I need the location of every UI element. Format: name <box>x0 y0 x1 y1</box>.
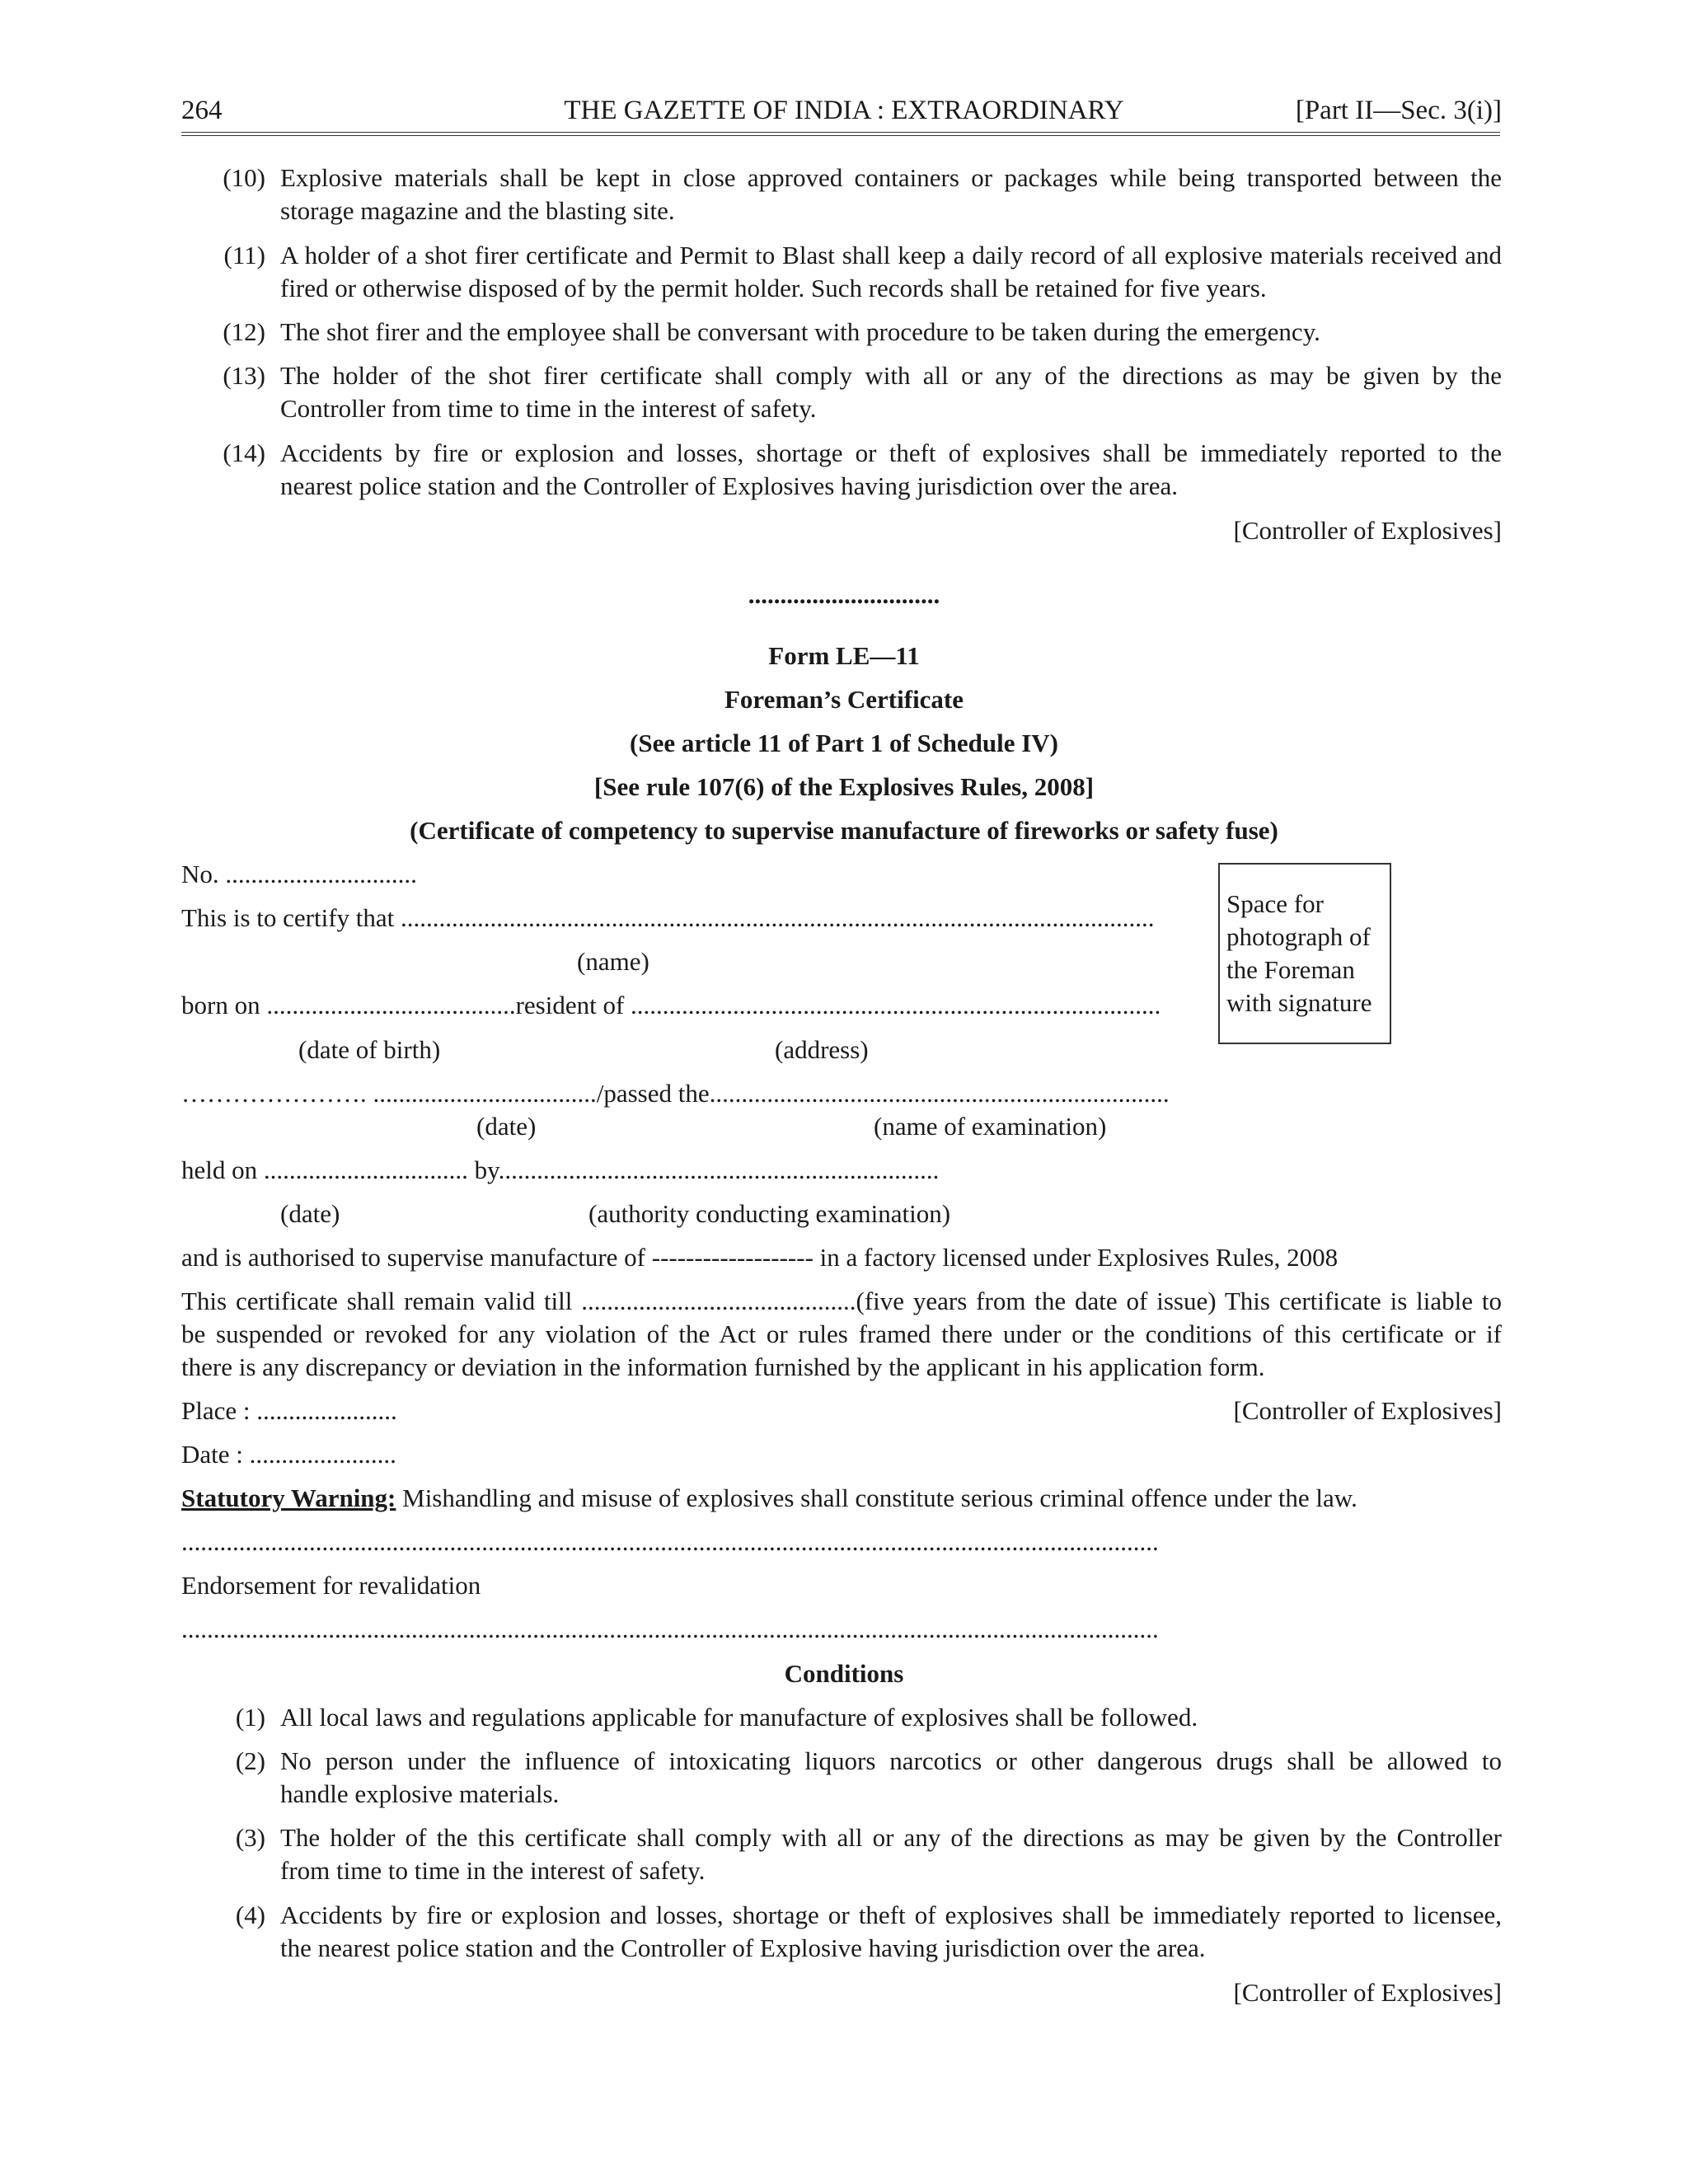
form-rule: [See rule 107(6) of the Explosives Rules, 2008] <box>593 772 1095 801</box>
date-caption: (date) <box>476 1112 537 1141</box>
clause-text: nearest police station and the Controller of Explosives having jurisdiction over the area. <box>280 471 1178 500</box>
photo-placeholder-box: Space for photograph of the Foreman with signature <box>1218 863 1391 1044</box>
condition-number: (2) <box>235 1746 265 1775</box>
clause-number: (12) <box>223 317 265 346</box>
gazette-title: THE GAZETTE OF INDIA : EXTRAORDINARY <box>564 96 1124 125</box>
condition-text: Accidents by fire or explosion and losses, shortage or theft of explosives shall be immediately reported to licensee, <box>280 1900 1502 1929</box>
condition-text: No person under the influence of intoxicating liquors narcotics or other dangerous drugs shall be allowed to <box>280 1746 1502 1775</box>
clause-text: storage magazine and the blasting site. <box>280 196 675 225</box>
clause-number: (14) <box>223 438 265 467</box>
endorsement-label: Endorsement for revalidation <box>181 1571 481 1600</box>
header-rule <box>181 132 1500 133</box>
certificate-number-field: No. .............................. <box>181 860 417 888</box>
validity-text: be suspended or revoked for any violation of the Act or rules framed there under or the conditions of this certificate or if <box>181 1319 1502 1348</box>
clause-text: The shot firer and the employee shall be conversant with procedure to be taken during the emergency. <box>280 317 1320 346</box>
statutory-warning <box>181 1482 1357 1515</box>
held-date-caption: (date) <box>280 1199 340 1228</box>
place-field: Place : ...................... <box>181 1396 397 1425</box>
clause-text: Explosive materials shall be kept in close approved containers or packages while being transported between the <box>280 163 1502 192</box>
certify-name-field: This is to certify that ...................................................................................................................... <box>181 903 1155 932</box>
clause-text: Accidents by fire or explosion and losses, shortage or theft of explosives shall be immediately reported to the <box>280 438 1502 467</box>
section-separator: .............................. <box>748 580 940 609</box>
held-on-field: held on ................................ by..................................................................... <box>181 1155 940 1184</box>
clause-number: (11) <box>223 241 265 269</box>
dob-caption: (date of birth) <box>298 1035 441 1064</box>
warning-text: Mishandling and misuse of explosives shall constitute serious criminal offence under the law. <box>396 1483 1357 1512</box>
authority-caption: (authority conducting examination) <box>588 1199 951 1228</box>
controller-signature: [Controller of Explosives] <box>1233 1978 1502 2007</box>
validity-paragraph <box>181 1285 1502 1384</box>
validity-text: there is any discrepancy or deviation in the information furnished by the applicant in his application form. <box>181 1352 1265 1381</box>
condition-text: All local laws and regulations applicable for manufacture of explosives shall be followed. <box>280 1703 1198 1732</box>
name-caption: (name) <box>577 947 649 976</box>
exam-name-caption: (name of examination) <box>874 1112 1107 1141</box>
clause-number: (13) <box>223 361 265 390</box>
dotted-line: ......................................................................................................................................................... <box>181 1527 1159 1556</box>
clause-text: fired or otherwise disposed of by the permit holder. Such records shall be retained for five years. <box>280 274 1267 302</box>
address-caption: (address) <box>775 1035 869 1064</box>
controller-signature: [Controller of Explosives] <box>1233 516 1502 545</box>
date-field: Date : ....................... <box>181 1440 396 1469</box>
validity-text: This certificate shall remain valid till ...........................................(five years from the date of issue) This certificate is liable to <box>181 1286 1502 1315</box>
authorisation-line: and is authorised to supervise manufacture of ------------------- in a factory licensed under Explosives Rules, 2008 <box>181 1243 1339 1272</box>
dotted-line: ......................................................................................................................................................... <box>181 1615 1159 1643</box>
conditions-heading: Conditions <box>784 1659 904 1688</box>
condition-text: the nearest police station and the Controller of Explosive having jurisdiction over the area. <box>280 1933 1206 1962</box>
clause-number: (10) <box>223 163 265 192</box>
warning-label: Statutory Warning: <box>181 1483 396 1512</box>
clause-text: A holder of a shot firer certificate and Permit to Blast shall keep a daily record of all explosive materials received and <box>280 241 1502 269</box>
part-section: [Part II—Sec. 3(i)] <box>1295 96 1502 125</box>
condition-number: (4) <box>235 1900 265 1929</box>
page-number: 264 <box>181 96 223 125</box>
condition-text: handle explosive materials. <box>280 1779 560 1808</box>
header-rule <box>181 135 1500 136</box>
clause-text: Controller from time to time in the interest of safety. <box>280 394 817 423</box>
form-title: Form LE—11 <box>768 641 920 670</box>
controller-signature: [Controller of Explosives] <box>1233 1396 1502 1425</box>
form-purpose: (Certificate of competency to supervise manufacture of fireworks or safety fuse) <box>410 816 1278 845</box>
form-article: (See article 11 of Part 1 of Schedule IV) <box>630 729 1058 757</box>
condition-number: (1) <box>235 1703 265 1732</box>
condition-text: The holder of the this certificate shall comply with all or any of the directions as may be given by the Controller <box>280 1823 1502 1852</box>
condition-text: from time to time in the interest of safety. <box>280 1856 706 1885</box>
clause-text: The holder of the shot firer certificate shall comply with all or any of the directions as may be given by the <box>280 361 1502 390</box>
form-name: Foreman’s Certificate <box>724 685 964 714</box>
birth-resident-field: born on .......................................resident of ................................................................................... <box>181 991 1161 1019</box>
passed-exam-field: …………………. .................................../passed the........................................................................ <box>181 1079 1170 1108</box>
condition-number: (3) <box>235 1823 265 1852</box>
